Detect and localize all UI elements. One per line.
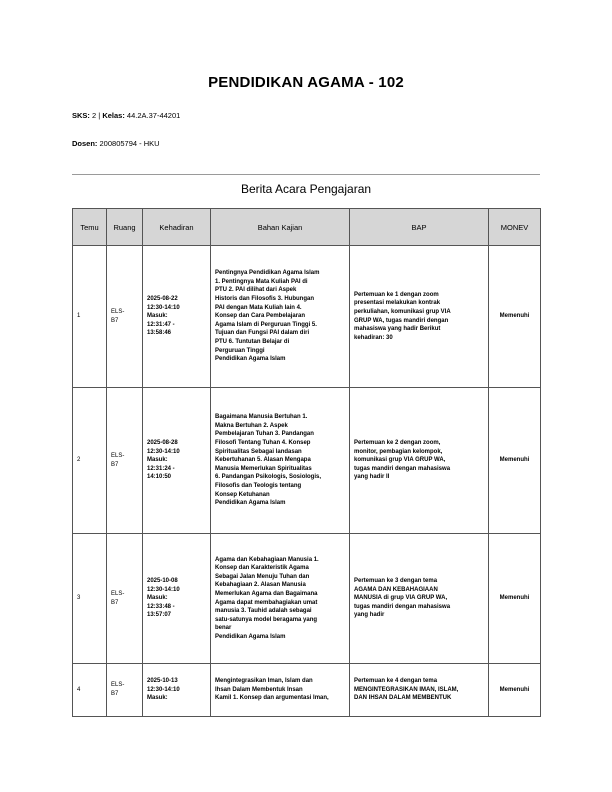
bap-line: yang hadir	[354, 612, 385, 619]
table-row	[73, 246, 541, 388]
divider	[72, 174, 540, 175]
bahan-kajian-line: PTU 2. PAI dilihat dari Aspek	[215, 287, 297, 294]
lecturer-line	[72, 139, 160, 148]
cell-kehadiran	[143, 534, 211, 664]
kehadiran-line: 12:33:48 -	[147, 603, 175, 610]
bahan-kajian-line: Konsep dan Cara Pembelajaran	[215, 313, 306, 320]
cell-bap	[350, 534, 489, 664]
kehadiran-line: 12:30-14:10	[147, 586, 180, 593]
cell-bap	[350, 388, 489, 534]
bap-line: mahasiswa yang hadir Berikut	[354, 326, 441, 333]
cell-monev: Memenuhi	[489, 246, 541, 388]
bahan-kajian-line: Manusia Memerlukan Spiritualitas	[215, 465, 312, 472]
bahan-kajian-line: manusia 3. Tauhid adalah sebagai	[215, 608, 312, 615]
bap-line: kehadiran: 30	[354, 334, 393, 341]
cell-ruang	[107, 388, 143, 534]
bap-line: Pertemuan ke 2 dengan zoom,	[354, 440, 441, 447]
kehadiran-line: 12:30-14:10	[147, 304, 180, 311]
bahan-kajian-line: Konsep Ketuhanan	[215, 491, 270, 498]
ruang-line: B7	[111, 599, 119, 606]
kelas-value: 44.2A.37-44201	[126, 111, 181, 120]
cell-ruang	[107, 246, 143, 388]
cell-bahan-kajian	[211, 664, 350, 717]
bap-line: komunikasi grup VIA GRUP WA,	[354, 457, 446, 464]
ruang-line: ELS-	[111, 452, 125, 459]
course-title: PENDIDIKAN AGAMA - 102	[208, 74, 404, 91]
kehadiran-line: 12:30-14:10	[147, 448, 180, 455]
bahan-kajian-line: Ihsan Dalam Membentuk Insan	[215, 686, 303, 693]
bahan-kajian-line: Kamil 1. Konsep dan argumentasi Iman,	[215, 695, 329, 702]
kehadiran-line: 2025-10-08	[147, 578, 178, 585]
cell-bahan-kajian	[211, 534, 350, 664]
bahan-kajian-line: Pendidikan Agama Islam	[215, 500, 286, 507]
kehadiran-line: Masuk:	[147, 457, 168, 464]
kehadiran-line: 14:10:50	[147, 474, 172, 481]
bahan-kajian-line: Konsep dan Karakteristik Agama	[215, 565, 309, 572]
cell-bap	[350, 246, 489, 388]
kehadiran-line: Masuk:	[147, 695, 168, 702]
section-title: Berita Acara Pengajaran	[240, 182, 372, 196]
cell-temu: 1	[73, 246, 107, 388]
cell-bap	[350, 664, 489, 717]
bahan-kajian-line: Agama dapat membahagiakan umat	[215, 599, 318, 606]
kehadiran-line: 12:30-14:10	[147, 686, 180, 693]
kehadiran-line: 2025-10-13	[147, 678, 178, 685]
ruang-line: B7	[111, 461, 119, 468]
kehadiran-line: 2025-08-28	[147, 440, 178, 447]
table-row	[73, 664, 541, 717]
cell-monev: Memenuhi	[489, 534, 541, 664]
cell-temu: 2	[73, 388, 107, 534]
bap-line: perkuliahan, komunikasi grup VIA	[354, 308, 451, 315]
ruang-line: ELS-	[111, 590, 125, 597]
ruang-line: ELS-	[111, 682, 125, 689]
bap-line: Pertemuan ke 3 dengan tema	[354, 578, 438, 585]
kehadiran-line: Masuk:	[147, 313, 168, 320]
bahan-kajian-line: Pendidikan Agama Islam	[215, 356, 286, 363]
header-bahan-kajian: Bahan Kajian	[211, 209, 350, 246]
kehadiran-line: 12:31:24 -	[147, 465, 175, 472]
bahan-kajian-line: PAI dengan Mata Kuliah lain 4.	[215, 304, 302, 311]
cell-kehadiran	[143, 388, 211, 534]
bahan-kajian-line: Kebahagiaan 2. Alasan Manusia	[215, 582, 306, 589]
teaching-record-table	[72, 208, 541, 717]
cell-monev: Memenuhi	[489, 664, 541, 717]
bap-line: presentasi melakukan kontrak	[354, 300, 441, 307]
bap-line: Pertemuan ke 4 dengan tema	[354, 678, 438, 685]
cell-bahan-kajian	[211, 388, 350, 534]
cell-kehadiran	[143, 664, 211, 717]
kehadiran-line: 13:58:46	[147, 330, 172, 337]
bahan-kajian-line: Kebertuhanan 5. Alasan Mengapa	[215, 457, 311, 464]
bahan-kajian-line: Bagaimana Manusia Bertuhan 1.	[215, 414, 308, 421]
bahan-kajian-line: Filosofi Tentang Tuhan 4. Konsep	[215, 440, 311, 447]
table-row	[73, 388, 541, 534]
kelas-label: Kelas:	[102, 111, 125, 120]
table-row	[73, 534, 541, 664]
header-bap: BAP	[350, 209, 489, 246]
cell-kehadiran	[143, 246, 211, 388]
bahan-kajian-line: Sebagai Jalan Menuju Tuhan dan	[215, 573, 310, 580]
bahan-kajian-line: Spiritualitas Sebagai landasan	[215, 448, 302, 455]
ruang-line: ELS-	[111, 308, 125, 315]
bap-line: tugas mandiri dengan mahasiswa	[354, 465, 451, 472]
bap-line: DAN IHSAN DALAM MEMBENTUK	[354, 695, 452, 702]
bahan-kajian-line: benar	[215, 625, 232, 632]
bap-line: AGAMA DAN KEBAHAGIAAN	[354, 586, 438, 593]
kehadiran-line: 13:57:07	[147, 612, 172, 619]
header-monev: MONEV	[489, 209, 541, 246]
bap-line: MANUSIA di grup VIA GRUP WA,	[354, 595, 448, 602]
cell-monev: Memenuhi	[489, 388, 541, 534]
bahan-kajian-line: Pendidikan Agama Islam	[215, 633, 286, 640]
table-header-row	[73, 209, 541, 246]
bahan-kajian-line: Pentingnya Pendidikan Agama Islam	[215, 270, 320, 277]
sks-label: SKS:	[72, 111, 90, 120]
kehadiran-line: 2025-08-22	[147, 296, 178, 303]
bahan-kajian-line: satu-satunya model beragama yang	[215, 616, 318, 623]
bahan-kajian-line: Tujuan dan Fungsi PAI dalam diri	[215, 330, 310, 337]
dosen-label: Dosen:	[72, 139, 98, 148]
cell-temu: 4	[73, 664, 107, 717]
bap-line: yang hadir II	[354, 474, 390, 481]
bap-line: monitor, pembagian kelompok,	[354, 448, 443, 455]
kehadiran-line: 12:31:47 -	[147, 321, 175, 328]
bap-line: Pertemuan ke 1 dengan zoom	[354, 291, 439, 298]
ruang-line: B7	[111, 317, 119, 324]
bahan-kajian-line: 1. Pentingnya Mata Kuliah PAI di	[215, 278, 308, 285]
bahan-kajian-line: Historis dan Filosofis 3. Hubungan	[215, 296, 315, 303]
bahan-kajian-line: Filosofis dan Teologis tentang	[215, 482, 302, 489]
bahan-kajian-line: Memerlukan Agama dan Bagaimana	[215, 590, 318, 597]
bahan-kajian-line: Mengintegrasikan Iman, Islam dan	[215, 678, 313, 685]
bap-line: tugas mandiri dengan mahasiswa	[354, 603, 451, 610]
bahan-kajian-line: Agama Islam di Perguruan Tinggi 5.	[215, 321, 317, 328]
kehadiran-line: Masuk:	[147, 595, 168, 602]
bap-line: MENGINTEGRASIKAN IMAN, ISLAM,	[354, 686, 459, 693]
ruang-line: B7	[111, 691, 119, 697]
header-kehadiran: Kehadiran	[143, 209, 211, 246]
cell-ruang	[107, 664, 143, 717]
bahan-kajian-line: Makna Bertuhan 2. Aspek	[215, 422, 288, 429]
cell-ruang	[107, 534, 143, 664]
header-temu: Temu	[73, 209, 107, 246]
bap-line: GRUP WA, tugas mandiri dengan	[354, 317, 449, 324]
dosen-value: 200805794 - HKU	[99, 139, 160, 148]
header-ruang: Ruang	[107, 209, 143, 246]
course-meta-line	[72, 111, 180, 120]
bahan-kajian-line: Pembelajaran Tuhan 3. Pandangan	[215, 431, 314, 438]
bahan-kajian-line: 6. Pandangan Psikologis, Sosiologis,	[215, 474, 322, 481]
sks-value: 2 |	[92, 111, 103, 120]
bahan-kajian-line: Agama dan Kebahagiaan Manusia 1.	[215, 556, 319, 563]
cell-temu: 3	[73, 534, 107, 664]
cell-bahan-kajian	[211, 246, 350, 388]
bahan-kajian-line: PTU 6. Tuntutan Belajar di	[215, 338, 290, 345]
bahan-kajian-line: Perguruan Tinggi	[215, 347, 265, 354]
